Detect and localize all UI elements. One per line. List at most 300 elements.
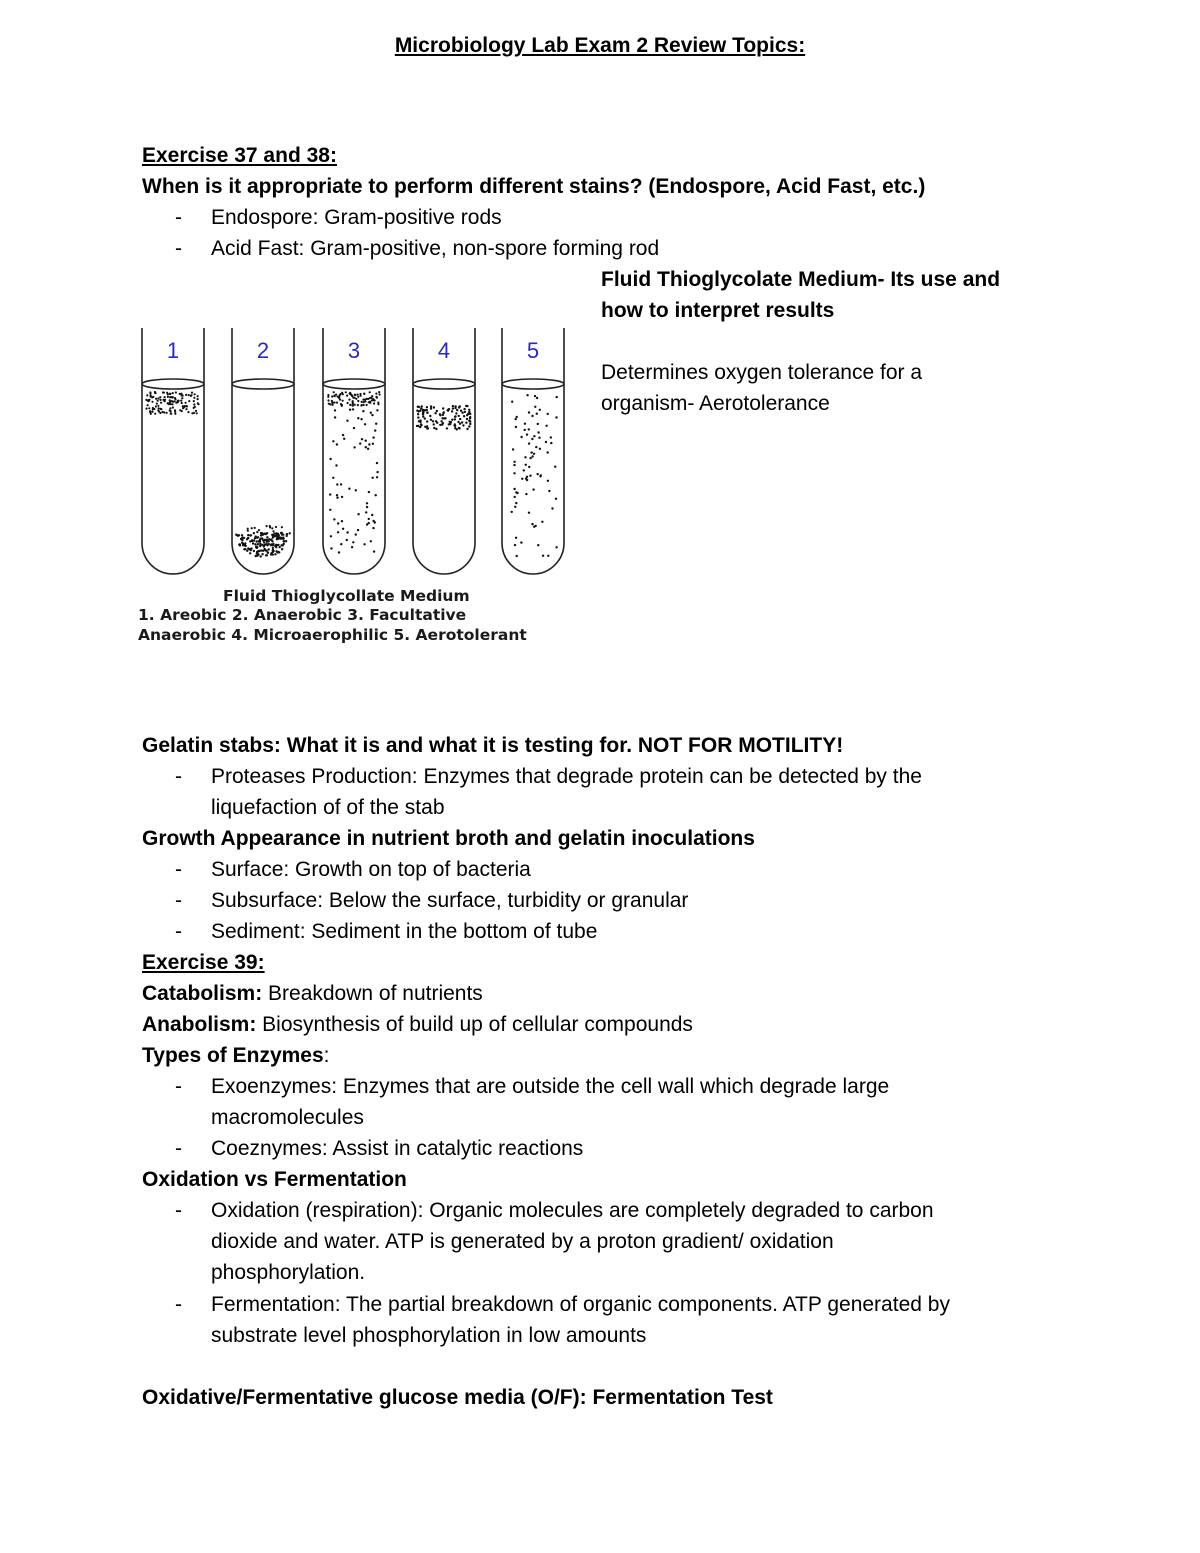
- growth-dot: [354, 404, 356, 406]
- tube-surface: [413, 379, 475, 389]
- growth-dot: [531, 523, 533, 525]
- growth-dot: [422, 413, 424, 415]
- growth-dot: [243, 537, 245, 539]
- bullet-acid-fast: Acid Fast: Gram-positive, non-spore forming rod: [211, 237, 660, 260]
- growth-dot: [436, 410, 438, 412]
- growth-dot: [537, 544, 539, 546]
- growth-dot: [151, 411, 153, 413]
- growth-dot: [352, 400, 354, 402]
- growth-dot: [250, 534, 252, 536]
- growth-dot: [524, 456, 526, 458]
- growth-dot: [376, 471, 378, 473]
- growth-dot: [525, 464, 527, 466]
- growth-dot: [430, 419, 432, 421]
- growth-dot: [268, 548, 270, 550]
- growth-dot: [256, 531, 258, 533]
- growth-dot: [420, 423, 422, 425]
- growth-dot: [346, 395, 348, 397]
- growth-dot: [240, 538, 242, 540]
- growth-dot: [370, 397, 372, 399]
- growth-dot: [263, 541, 265, 543]
- growth-dot: [150, 413, 152, 415]
- growth-dot: [197, 402, 199, 404]
- growth-dot: [265, 554, 267, 556]
- growth-dot: [534, 406, 536, 408]
- fluid-desc-line2: organism- Aerotolerance: [601, 392, 830, 415]
- growth-dot: [184, 405, 186, 407]
- bullet-dash: -: [175, 920, 182, 943]
- growth-dot: [156, 403, 158, 405]
- growth-dot: [433, 423, 435, 425]
- growth-dot: [375, 494, 377, 496]
- growth-dot: [426, 409, 428, 411]
- growth-dot: [272, 550, 274, 552]
- growth-dot: [193, 407, 195, 409]
- growth-dot: [188, 400, 190, 402]
- growth-dot: [365, 440, 367, 442]
- growth-dot: [269, 525, 271, 527]
- bullet-dash: -: [175, 1137, 182, 1160]
- growth-dot: [513, 464, 515, 466]
- growth-dot: [451, 419, 453, 421]
- gelatin-heading: Gelatin stabs: What it is and what it is testing for. NOT FOR MOTILITY!: [142, 734, 844, 757]
- growth-dot: [147, 400, 149, 402]
- growth-dot: [511, 401, 513, 403]
- growth-dot: [545, 441, 547, 443]
- growth-dot: [181, 402, 183, 404]
- growth-dot: [167, 402, 169, 404]
- growth-dot: [337, 531, 339, 533]
- catabolism-text: Breakdown of nutrients: [262, 982, 483, 1005]
- growth-dot: [417, 413, 419, 415]
- growth-dot: [515, 418, 517, 420]
- growth-dot: [261, 544, 263, 546]
- growth-dot: [537, 473, 539, 475]
- growth-dot: [333, 391, 335, 393]
- stains-question: When is it appropriate to perform different stains? (Endospore, Acid Fast, etc.): [142, 175, 926, 198]
- growth-dot: [375, 396, 377, 398]
- growth-dot: [283, 540, 285, 542]
- growth-dot: [461, 412, 463, 414]
- growth-dot: [250, 547, 252, 549]
- growth-dot: [446, 427, 448, 429]
- growth-dot: [342, 528, 344, 530]
- growth-dot: [333, 395, 335, 397]
- growth-dot: [469, 420, 471, 422]
- growth-dot: [354, 394, 356, 396]
- growth-dot: [157, 409, 159, 411]
- growth-dot: [357, 513, 359, 515]
- growth-dot: [265, 550, 267, 552]
- growth-dot: [420, 407, 422, 409]
- growth-dot: [469, 417, 471, 419]
- growth-dot: [531, 415, 533, 417]
- growth-dot: [174, 411, 176, 413]
- growth-dot: [271, 527, 273, 529]
- growth-dot: [547, 451, 549, 453]
- growth-dot: [274, 535, 276, 537]
- growth-dot: [174, 397, 176, 399]
- growth-dot: [363, 543, 365, 545]
- growth-dot: [355, 398, 357, 400]
- growth-dot: [368, 401, 370, 403]
- growth-dot: [537, 423, 539, 425]
- growth-dot: [193, 397, 195, 399]
- growth-dot: [532, 488, 534, 490]
- growth-dot: [254, 527, 256, 529]
- growth-dot: [456, 428, 458, 430]
- growth-dot: [528, 428, 530, 430]
- growth-dot: [338, 551, 340, 553]
- bullet-dash: -: [175, 206, 182, 229]
- growth-dot: [171, 396, 173, 398]
- growth-dot: [257, 543, 259, 545]
- bullet-coenzymes: Coeznymes: Assist in catalytic reactions: [211, 1137, 584, 1160]
- growth-dot: [161, 411, 163, 413]
- enzymes-heading: [142, 1044, 330, 1068]
- growth-dot: [281, 526, 283, 528]
- growth-dot: [152, 396, 154, 398]
- growth-dot: [160, 408, 162, 410]
- growth-dot: [433, 406, 435, 408]
- growth-dot: [362, 410, 364, 412]
- growth-dot: [432, 420, 434, 422]
- growth-dot: [513, 461, 515, 463]
- growth-dot: [458, 406, 460, 408]
- growth-dot: [327, 394, 329, 396]
- growth-dot: [456, 409, 458, 411]
- bullet-dash: -: [175, 858, 182, 881]
- growth-dot: [365, 511, 367, 513]
- bullet-fermentation-line1: Fermentation: The partial breakdown of organic components. ATP generated by: [211, 1293, 950, 1316]
- growth-dot: [267, 552, 269, 554]
- growth-dot: [556, 396, 558, 398]
- growth-dot: [187, 411, 189, 413]
- growth-dot: [370, 412, 372, 414]
- growth-dot: [335, 464, 337, 466]
- growth-dot: [270, 553, 272, 555]
- growth-dot: [551, 507, 553, 509]
- growth-dot: [195, 410, 197, 412]
- growth-dot: [462, 424, 464, 426]
- growth-dot: [331, 395, 333, 397]
- growth-dot: [268, 543, 270, 545]
- growth-dot: [426, 420, 428, 422]
- growth-dot: [520, 436, 522, 438]
- growth-dot: [197, 398, 199, 400]
- growth-dot: [372, 477, 374, 479]
- growth-dot: [349, 409, 351, 411]
- growth-dot: [180, 400, 182, 402]
- bullet-exoenzymes-line2: macromolecules: [211, 1106, 364, 1129]
- growth-dot: [429, 415, 431, 417]
- growth-dot: [185, 408, 187, 410]
- growth-dot: [534, 395, 536, 397]
- growth-dot: [515, 426, 517, 428]
- growth-dot: [418, 410, 420, 412]
- growth-dot: [329, 403, 331, 405]
- growth-dot: [160, 402, 162, 404]
- growth-dot: [526, 394, 528, 396]
- growth-dot: [164, 396, 166, 398]
- growth-dot: [374, 521, 376, 523]
- growth-dot: [371, 414, 373, 416]
- growth-dot: [159, 399, 161, 401]
- growth-dot: [330, 547, 332, 549]
- growth-dot: [366, 506, 368, 508]
- growth-dot: [336, 402, 338, 404]
- growth-dot: [426, 412, 428, 414]
- growth-dot: [370, 540, 372, 542]
- bullet-endospore: Endospore: Gram-positive rods: [211, 206, 502, 229]
- growth-dot: [253, 539, 255, 541]
- growth-dot: [179, 409, 181, 411]
- tube-outline: [413, 328, 475, 574]
- growth-dot: [374, 399, 376, 401]
- growth-dot: [271, 534, 273, 536]
- growth-dot: [147, 404, 149, 406]
- tube-surface: [323, 379, 385, 389]
- growth-dot: [372, 443, 374, 445]
- growth-dot: [355, 489, 357, 491]
- growth-dot: [366, 404, 368, 406]
- growth-dot: [363, 401, 365, 403]
- growth-dot: [463, 408, 465, 410]
- growth-dot: [193, 412, 195, 414]
- growth-dot: [436, 422, 438, 424]
- growth-dot: [159, 412, 161, 414]
- growth-dot: [430, 407, 432, 409]
- growth-dot: [465, 422, 467, 424]
- growth-dot: [373, 402, 375, 404]
- growth-dot: [366, 523, 368, 525]
- growth-dot: [547, 480, 549, 482]
- growth-dot: [434, 412, 436, 414]
- growth-dot: [417, 406, 419, 408]
- growth-dot: [353, 446, 355, 448]
- bullet-oxidation-line1: Oxidation (respiration): Organic molecules are completely degraded to carbon: [211, 1199, 934, 1222]
- growth-dot: [369, 391, 371, 393]
- growth-dot: [341, 496, 343, 498]
- growth-dot: [251, 527, 253, 529]
- growth-dot: [351, 546, 353, 548]
- growth-dot: [511, 511, 513, 513]
- growth-dot: [194, 393, 196, 395]
- growth-dot: [256, 552, 258, 554]
- growth-dot: [454, 418, 456, 420]
- growth-dot: [157, 397, 159, 399]
- enzymes-label: Types of Enzymes: [142, 1044, 324, 1067]
- growth-dot: [357, 529, 359, 531]
- anabolism-line: [142, 1013, 693, 1037]
- enzymes-colon: :: [323, 1044, 330, 1067]
- growth-dot: [336, 494, 338, 496]
- growth-dot: [524, 429, 526, 431]
- growth-dot: [170, 410, 172, 412]
- growth-dot: [378, 391, 380, 393]
- growth-dot: [172, 392, 174, 394]
- growth-dot: [357, 394, 359, 396]
- growth-dot: [521, 478, 523, 480]
- growth-dot: [275, 544, 277, 546]
- growth-dot: [193, 400, 195, 402]
- growth-dot: [364, 423, 366, 425]
- growth-dot: [282, 534, 284, 536]
- growth-dot: [332, 477, 334, 479]
- tube-number-label: 1: [166, 338, 180, 363]
- growth-dot: [514, 544, 516, 546]
- figure-caption-line2: 1. Areobic 2. Anaerobic 3. Facultative: [138, 606, 467, 624]
- growth-dot: [372, 436, 374, 438]
- growth-dot: [373, 550, 375, 552]
- growth-dot: [330, 535, 332, 537]
- growth-dot: [289, 532, 291, 534]
- growth-dot: [272, 536, 274, 538]
- bullet-oxidation-line3: phosphorylation.: [211, 1261, 366, 1284]
- page-title: Microbiology Lab Exam 2 Review Topics:: [394, 34, 806, 57]
- growth-dot: [535, 446, 537, 448]
- growth-dot: [555, 416, 557, 418]
- growth-dot: [266, 536, 268, 538]
- growth-dot: [366, 502, 368, 504]
- growth-dot: [352, 408, 354, 410]
- growth-dot: [157, 405, 159, 407]
- growth-dot: [513, 488, 515, 490]
- growth-dot: [357, 396, 359, 398]
- growth-dot: [538, 437, 540, 439]
- growth-dot: [469, 413, 471, 415]
- exercise-37-38-heading: Exercise 37 and 38:: [142, 144, 337, 167]
- bullet-sediment: Sediment: Sediment in the bottom of tube: [211, 920, 598, 943]
- growth-dot: [327, 399, 329, 401]
- growth-dot: [256, 540, 258, 542]
- growth-dot: [357, 400, 359, 402]
- of-media-heading: Oxidative/Fermentative glucose media (O/F): Fermentation Test: [142, 1386, 773, 1409]
- growth-dot: [377, 403, 379, 405]
- figure-caption-title: Fluid Thioglycollate Medium: [223, 587, 470, 605]
- growth-dot: [255, 546, 257, 548]
- growth-dot: [525, 493, 527, 495]
- growth-dot: [177, 400, 179, 402]
- growth-dot: [331, 404, 333, 406]
- growth-dot: [371, 399, 373, 401]
- growth-dot: [193, 403, 195, 405]
- growth-dot: [247, 530, 249, 532]
- growth-dot: [146, 394, 148, 396]
- growth-dot: [174, 413, 176, 415]
- growth-dot: [454, 407, 456, 409]
- growth-dot: [361, 404, 363, 406]
- growth-dot: [150, 396, 152, 398]
- growth-dot: [426, 406, 428, 408]
- growth-dot: [531, 455, 533, 457]
- growth-dot: [376, 476, 378, 478]
- growth-dot: [340, 403, 342, 405]
- growth-dot: [528, 442, 530, 444]
- growth-dot: [333, 518, 335, 520]
- growth-dot: [166, 392, 168, 394]
- growth-dot: [463, 415, 465, 417]
- growth-dot: [439, 424, 441, 426]
- growth-dot: [266, 539, 268, 541]
- growth-dot: [197, 395, 199, 397]
- growth-dot: [542, 555, 544, 557]
- growth-dot: [247, 534, 249, 536]
- fluid-heading-line1: Fluid Thioglycolate Medium- Its use and: [601, 268, 1001, 291]
- growth-dot: [516, 416, 518, 418]
- growth-dot: [261, 533, 263, 535]
- growth-dot: [163, 392, 165, 394]
- growth-dot: [529, 475, 531, 477]
- growth-dot: [241, 534, 243, 536]
- growth-dot: [442, 407, 444, 409]
- growth-dot: [336, 443, 338, 445]
- growth-dot: [435, 428, 437, 430]
- growth-dot: [253, 550, 255, 552]
- figure-caption-line3: Anaerobic 4. Microaerophilic 5. Aerotolerant: [138, 626, 527, 644]
- growth-dot: [340, 483, 342, 485]
- growth-dot: [264, 548, 266, 550]
- growth-dot: [424, 426, 426, 428]
- growth-dot: [352, 405, 354, 407]
- growth-dot: [348, 399, 350, 401]
- growth-dot: [528, 466, 530, 468]
- growth-dot: [461, 421, 463, 423]
- growth-dot: [166, 412, 168, 414]
- growth-dot: [459, 418, 461, 420]
- growth-dot: [357, 417, 359, 419]
- growth-dot: [554, 466, 556, 468]
- bullet-dash: -: [175, 1075, 182, 1098]
- growth-dot: [262, 539, 264, 541]
- growth-dot: [259, 545, 261, 547]
- growth-dot: [282, 544, 284, 546]
- growth-dot: [359, 393, 361, 395]
- growth-dot: [357, 404, 359, 406]
- growth-dot: [239, 543, 241, 545]
- growth-dot: [547, 413, 549, 415]
- growth-dot: [154, 413, 156, 415]
- growth-dot: [443, 417, 445, 419]
- tube-number-label: 2: [256, 338, 270, 363]
- growth-dot: [361, 438, 363, 440]
- bullet-dash: -: [175, 765, 182, 788]
- growth-dot: [526, 479, 528, 481]
- growth-dot: [333, 401, 335, 403]
- fluid-heading-line2: how to interpret results: [601, 299, 835, 322]
- growth-dot: [528, 411, 530, 413]
- growth-dot: [367, 448, 369, 450]
- growth-dot: [331, 400, 333, 402]
- growth-dot: [440, 420, 442, 422]
- growth-dot: [175, 391, 177, 393]
- oxidation-fermentation-heading: Oxidation vs Fermentation: [142, 1168, 407, 1191]
- catabolism-label: Catabolism:: [142, 982, 263, 1005]
- growth-dot: [468, 409, 470, 411]
- growth-dot: [346, 531, 348, 533]
- tube-surface: [142, 379, 204, 389]
- growth-dot: [261, 553, 263, 555]
- growth-dot: [528, 512, 530, 514]
- growth-dot: [352, 402, 354, 404]
- growth-dot: [346, 539, 348, 541]
- growth-dot: [152, 407, 154, 409]
- growth-dot: [272, 530, 274, 532]
- growth-dot: [346, 420, 348, 422]
- growth-dot: [282, 538, 284, 540]
- growth-dot: [285, 540, 287, 542]
- growth-dot: [466, 414, 468, 416]
